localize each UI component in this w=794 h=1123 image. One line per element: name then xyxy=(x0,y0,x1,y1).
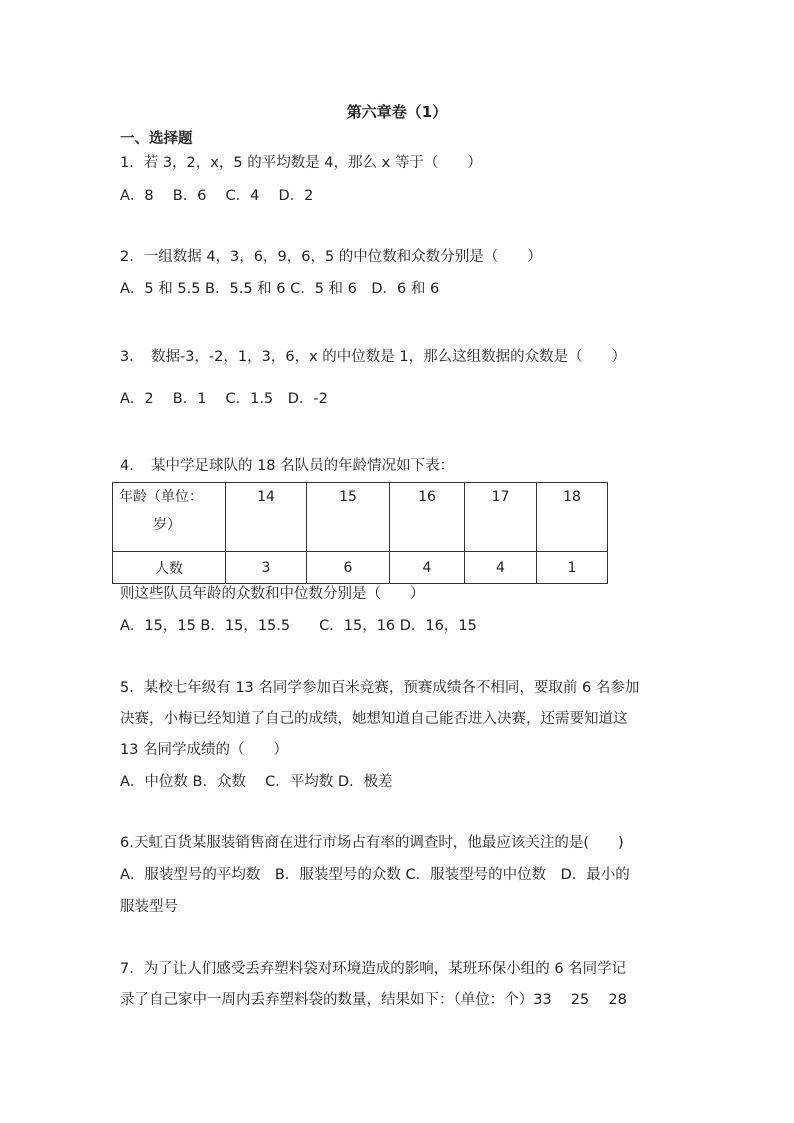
table-cell-count: 4 xyxy=(465,552,537,584)
table-cell-age: 14 xyxy=(226,483,307,552)
table-header-cell xyxy=(113,483,226,552)
question-6-options-line-2: 服装型号 xyxy=(120,899,178,915)
question-5-line-1: 5．某校七年级有 13 名同学参加百米竞赛，预赛成绩各不相同，要取前 6 名参加 xyxy=(120,680,640,696)
question-6-stem: 6.天虹百货某服装销售商在进行市场占有率的调查时，他最应该关注的是( ) xyxy=(120,835,624,851)
question-4-question: 则这些队员年龄的众数和中位数分别是（ ） xyxy=(120,586,425,602)
table-cell-age: 18 xyxy=(537,483,608,552)
question-2-stem: 2．一组数据 4，3，6，9，6，5 的中位数和众数分别是（ ） xyxy=(120,249,542,265)
table-cell-count: 1 xyxy=(537,552,608,584)
table-cell-count: 6 xyxy=(307,552,390,584)
table-header-line-2: 岁） xyxy=(153,517,181,533)
question-6-options-line-1: A．服装型号的平均数 B．服装型号的众数 C．服装型号的中位数 D．最小的 xyxy=(120,867,630,883)
age-table xyxy=(112,482,608,584)
table-cell-age: 15 xyxy=(307,483,390,552)
table-row xyxy=(113,552,608,584)
question-7-line-2: 录了自己家中一周内丢弃塑料袋的数量，结果如下：（单位：个）33 25 28 xyxy=(120,992,627,1008)
page-title: 第六章卷（1） xyxy=(346,103,448,121)
table-cell-age: 17 xyxy=(465,483,537,552)
question-3-options: A．2 B．1 C．1.5 D．-2 xyxy=(120,391,328,407)
question-5-line-3: 13 名同学成绩的（ ） xyxy=(120,742,289,758)
table-cell-count: 3 xyxy=(226,552,307,584)
question-7-line-1: 7．为了让人们感受丢弃塑料袋对环境造成的影响，某班环保小组的 6 名同学记 xyxy=(120,961,627,977)
question-1-options: A．8 B．6 C．4 D．2 xyxy=(120,188,314,204)
question-4-stem: 4． 某中学足球队的 18 名队员的年龄情况如下表： xyxy=(120,458,455,474)
question-5-line-2: 决赛，小梅已经知道了自己的成绩，她想知道自己能否进入决赛，还需要知道这 xyxy=(120,711,628,727)
table-header-line-1: 年龄（单位： xyxy=(119,489,203,505)
question-1-stem: 1．若 3，2，x，5 的平均数是 4，那么 x 等于（ ） xyxy=(120,155,482,171)
table-row xyxy=(113,483,608,552)
question-4-options: A．15，15 B．15，15.5 C．15，16 D．16，15 xyxy=(120,618,477,634)
table-cell-age: 16 xyxy=(390,483,465,552)
question-2-options: A．5 和 5.5 B．5.5 和 6 C．5 和 6 D．6 和 6 xyxy=(120,281,440,297)
section-heading: 一、选择题 xyxy=(120,131,193,147)
question-5-options: A．中位数 B．众数 C．平均数 D．极差 xyxy=(120,774,393,790)
question-3-stem: 3． 数据-3，-2，1，3，6，x 的中位数是 1，那么这组数据的众数是（ ） xyxy=(120,349,627,365)
table-cell-count: 4 xyxy=(390,552,465,584)
table-count-label: 人数 xyxy=(113,552,226,584)
